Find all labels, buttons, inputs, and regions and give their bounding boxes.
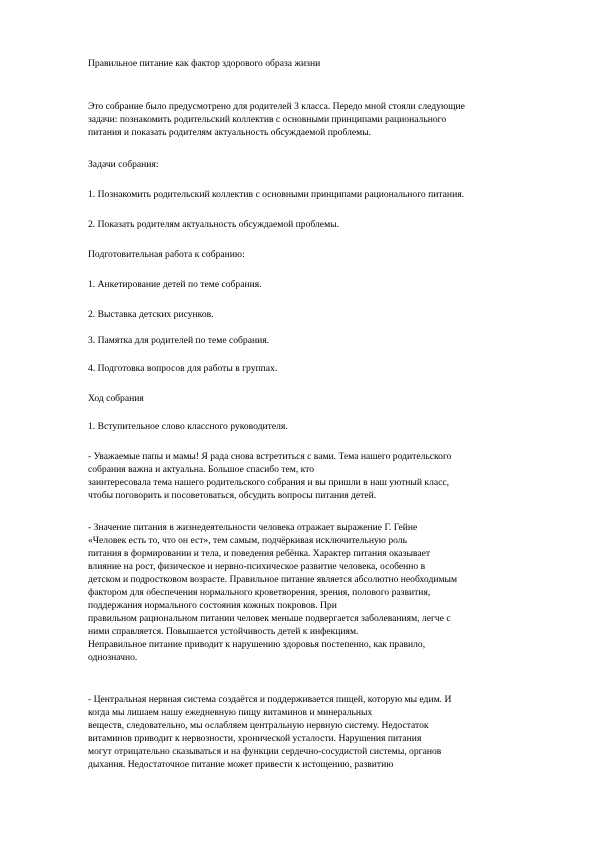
text-line: поддержания нормального состояния кожных покровов. При bbox=[88, 600, 337, 611]
text-line: Ход собрания bbox=[88, 393, 144, 404]
list-item bbox=[88, 362, 558, 375]
text-line: - Уважаемые папы и мамы! Я рада снова встретиться с вами. Тема нашего родительского bbox=[88, 451, 452, 462]
list-item bbox=[88, 420, 558, 433]
text-line: «Человек есть то, что он ест», тем самым, подчёркивая исключительную роль bbox=[88, 535, 407, 546]
text-line: Подготовительная работа к собранию: bbox=[88, 249, 245, 260]
body-paragraph bbox=[88, 521, 558, 664]
text-line: заинтересовала тема нашего родительского собрания и вы пришли в наш уютный класс, bbox=[88, 477, 450, 488]
text-line: собрания важна и актуальна. Большое спасибо тем, кто bbox=[88, 464, 315, 475]
title-line: Правильное питание как фактор здорового образа жизни bbox=[88, 58, 321, 69]
body-paragraph bbox=[88, 450, 558, 502]
text-line: - Центральная нервная система создаётся и поддерживается пищей, которую мы едим. И bbox=[88, 694, 452, 705]
list-item bbox=[88, 278, 558, 291]
text-line: питания в формировании и тела, и поведения ребёнка. Характер питания оказывает bbox=[88, 548, 431, 559]
section-heading bbox=[88, 392, 558, 405]
text-line: детском и подростковом возрасте. Правильное питание является абсолютно необходимым bbox=[88, 574, 458, 585]
text-line: 1. Вступительное слово классного руководителя. bbox=[88, 421, 288, 432]
text-line: 2. Показать родителям актуальность обсуждаемой проблемы. bbox=[88, 219, 339, 230]
text-line: 4. Подготовка вопросов для работы в группах. bbox=[88, 363, 278, 374]
text-line: задачи: познакомить родительский коллектив с основными принципами рационального bbox=[88, 114, 447, 125]
text-line: дыхания. Недостаточное питание может привести к истощению, развитию bbox=[88, 759, 394, 770]
text-line: Это собрание было предусмотрено для родителей 3 класса. Передо мной стояли следующие bbox=[88, 101, 465, 112]
text-line: влияние на рост, физическое и нервно-психическое развитие человека, особенно в bbox=[88, 561, 426, 572]
text-line: 2. Выставка детских рисунков. bbox=[88, 309, 214, 320]
text-line: правильном рациональном питании человек меньше подвергается заболеваниям, легче с bbox=[88, 613, 451, 624]
section-heading bbox=[88, 248, 558, 261]
text-line: 3. Памятка для родителей по теме собрания. bbox=[88, 335, 270, 346]
list-item bbox=[88, 188, 558, 201]
list-item bbox=[88, 218, 558, 231]
text-line: Задачи собрания: bbox=[88, 159, 159, 170]
text-line: могут отрицательно сказываться и на функции сердечно-сосудистой системы, органов bbox=[88, 746, 442, 757]
intro-paragraph bbox=[88, 100, 558, 139]
text-line: 1. Познакомить родительский коллектив с основными принципами рационального питания. bbox=[88, 189, 465, 200]
section-heading bbox=[88, 158, 558, 171]
text-line: Неправильное питание приводит к нарушению здоровья постепенно, как правило, bbox=[88, 639, 426, 650]
body-paragraph bbox=[88, 693, 558, 771]
text-line: ними справляется. Повышается устойчивость детей к инфекциям. bbox=[88, 626, 359, 637]
text-line: витаминов приводит к нервозности, хронической усталости. Нарушения питания bbox=[88, 733, 422, 744]
document-title bbox=[88, 57, 558, 70]
text-line: 1. Анкетирование детей по теме собрания. bbox=[88, 279, 262, 290]
text-line: фактором для обеспечения нормального кроветворения, зрения, полового развития, bbox=[88, 587, 431, 598]
list-item bbox=[88, 308, 558, 321]
text-line: - Значение питания в жизнедеятельности человека отражает выражение Г. Гейне bbox=[88, 522, 418, 533]
text-line: питания и показать родителям актуальность обсуждаемой проблемы. bbox=[88, 127, 372, 138]
text-line: чтобы поговорить и посоветоваться, обсудить вопросы питания детей. bbox=[88, 490, 377, 501]
text-line: когда мы лишаем нашу ежедневную пищу витаминов и минеральных bbox=[88, 707, 373, 718]
text-line: веществ, следовательно, мы ослабляем центральную нервную систему. Недостаток bbox=[88, 720, 429, 731]
list-item bbox=[88, 334, 558, 347]
text-line: однозначно. bbox=[88, 652, 138, 663]
